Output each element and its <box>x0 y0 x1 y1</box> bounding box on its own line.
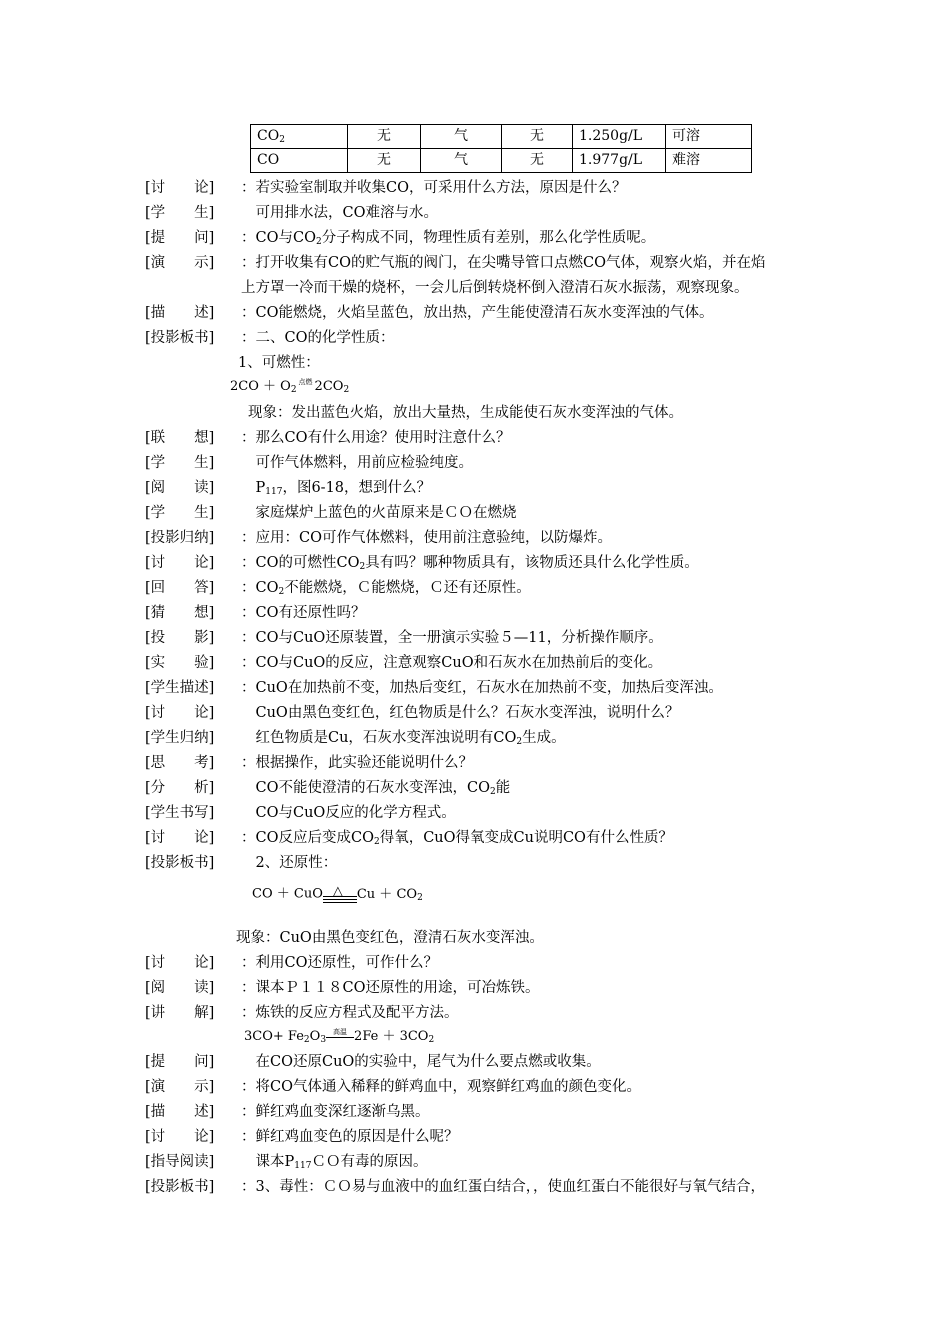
dialogue-line: 上方罩一冷而干燥的烧杯，一会儿后倒转烧杯倒入澄清石灰水振荡，观察现象。 <box>241 280 749 296</box>
table-cell: 可溶 <box>666 125 752 149</box>
dialogue-line: [投 影] ：CO与CuO还原装置，全一册演示实验５—11，分析操作顺序。 <box>145 630 663 646</box>
dialogue-line: [指导阅读] 课本$P_{117}CO$有毒的原因。 <box>145 1154 428 1171</box>
dialogue-line: [提 问] ：CO与$CO_2$分子构成不同，物理性质有差别，那么化学性质呢。 <box>145 230 656 247</box>
dialogue-line: [讨 论] CuO由黑色变红色，红色物质是什么？石灰水变浑浊，说明什么？ <box>145 705 680 721</box>
dialogue-line: [阅 读] ：课本Ｐ１１８CO还原性的用途，可冶炼铁。 <box>145 980 540 996</box>
dialogue-line: [猜 想] ：CO有还原性吗？ <box>145 605 366 621</box>
dialogue-line: [描 述] ：鲜红鸡血变深红逐渐乌黑。 <box>145 1104 430 1120</box>
dialogue-line: [学生描述] ：CuO在加热前不变，加热后变红，石灰水在加热前不变，加热后变浑浊。 <box>145 680 723 696</box>
dialogue-line: [描 述] ：CO能燃烧，火焰呈蓝色，放出热，产生能使澄清石灰水变浑浊的气体。 <box>145 305 714 321</box>
reduction-phenomenon: 现象：CuO由黑色变红色，澄清石灰水变浑浊。 <box>236 930 544 946</box>
dialogue-line: [讨 论] ：利用CO还原性，可作什么？ <box>145 955 438 971</box>
table-cell: 气 <box>421 125 502 149</box>
table-cell: 难溶 <box>666 149 752 173</box>
combustion-phenomenon: 现象：发出蓝色火焰，放出大量热，生成能使石灰水变浑浊的气体。 <box>248 405 683 421</box>
dialogue-line: [学 生] 家庭煤炉上蓝色的火苗原来是ＣＯ在燃烧 <box>145 505 517 521</box>
table-cell: CO <box>251 149 348 173</box>
dialogue-line: [讨 论] ：鲜红鸡血变色的原因是什么呢？ <box>145 1129 459 1145</box>
table-cell: 无 <box>348 149 421 173</box>
dialogue-line: [思 考] ：根据操作，此实验还能说明什么？ <box>145 755 473 771</box>
dialogue-line: [演 示] ：打开收集有CO的贮气瓶的阀门，在尖嘴导管口点燃CO气体，观察火焰，并在焰 <box>145 255 766 271</box>
table-cell: 1.977g/L <box>573 149 666 173</box>
dialogue-line: [讨 论] ：若实验室制取并收集CO，可采用什么方法，原因是什么？ <box>145 180 627 196</box>
heating-symbol: △ <box>323 884 357 904</box>
dialogue-line: [投影板书] 2、还原性： <box>145 855 338 871</box>
dialogue-line: [分 析] CO不能使澄清的石灰水变浑浊，$CO_2$能 <box>145 780 511 797</box>
reduction-equation: CO ＋ CuO △ $Cu + CO_2$ <box>252 884 423 903</box>
dialogue-line: [讨 论] ：CO反应后变成$CO_2$得氧，CuO得氧变成Cu说明CO有什么性质？ <box>145 830 673 847</box>
iron-equation: $3CO+ Fe_2O_3$高温 $2Fe + 3CO_2$ <box>244 1028 435 1045</box>
table-cell: 1.250g/L <box>573 125 666 149</box>
dialogue-line: [回 答] ：$CO_2$不能燃烧，Ｃ能燃烧，Ｃ还有还原性。 <box>145 580 531 597</box>
combustion-equation: $2CO + O_2$点燃 $2CO_2$ <box>230 378 350 395</box>
dialogue-line: [学 生] 可作气体燃料，用前应检验纯度。 <box>145 455 473 471</box>
dialogue-line: [投影归纳] ：应用：CO可作气体燃料，使用前注意验纯，以防爆炸。 <box>145 530 612 546</box>
combustion-heading: 1、可燃性： <box>238 355 320 371</box>
dialogue-line: [提 问] 在CO还原CuO的实验中，尾气为什么要点燃或收集。 <box>145 1054 601 1070</box>
dialogue-line: [实 验] ：CO与CuO的反应，注意观察CuO和石灰水在加热前后的变化。 <box>145 655 663 671</box>
dialogue-line: [学生书写] CO与CuO反应的化学方程式。 <box>145 805 456 821</box>
table-cell: 无 <box>502 149 573 173</box>
dialogue-line: [学 生] 可用排水法，CO难溶与水。 <box>145 205 438 221</box>
dialogue-line: [演 示] ：将CO气体通入稀释的鲜鸡血中，观察鲜红鸡血的颜色变化。 <box>145 1079 641 1095</box>
table-cell: 无 <box>348 125 421 149</box>
dialogue-line: [阅 读] $P_{117}$，图6-18，想到什么？ <box>145 480 432 497</box>
table-row <box>251 149 752 173</box>
gas-properties-table <box>250 124 752 173</box>
dialogue-line: [投影板书] ：二、CO的化学性质： <box>145 330 395 346</box>
table-cell: 无 <box>502 125 573 149</box>
table-cell: 气 <box>421 149 502 173</box>
dialogue-line: [讨 论] ：CO的可燃性$CO_2$具有吗？哪种物质具有，该物质还具什么化学性质。 <box>145 555 699 572</box>
table-row <box>251 125 752 149</box>
dialogue-line: [学生归纳] 红色物质是Cu，石灰水变浑浊说明有$CO_2$生成。 <box>145 730 566 747</box>
table-cell: $CO_2$ <box>251 125 348 149</box>
dialogue-line: [讲 解] ：炼铁的反应方程式及配平方法。 <box>145 1005 459 1021</box>
dialogue-line: [投影板书] ：3、毒性：ＣＯ易与血液中的血红蛋白结合，，使血红蛋白不能很好与氧气结合， <box>145 1179 765 1195</box>
dialogue-line: [联 想] ：那么CO有什么用途？使用时注意什么？ <box>145 430 511 446</box>
